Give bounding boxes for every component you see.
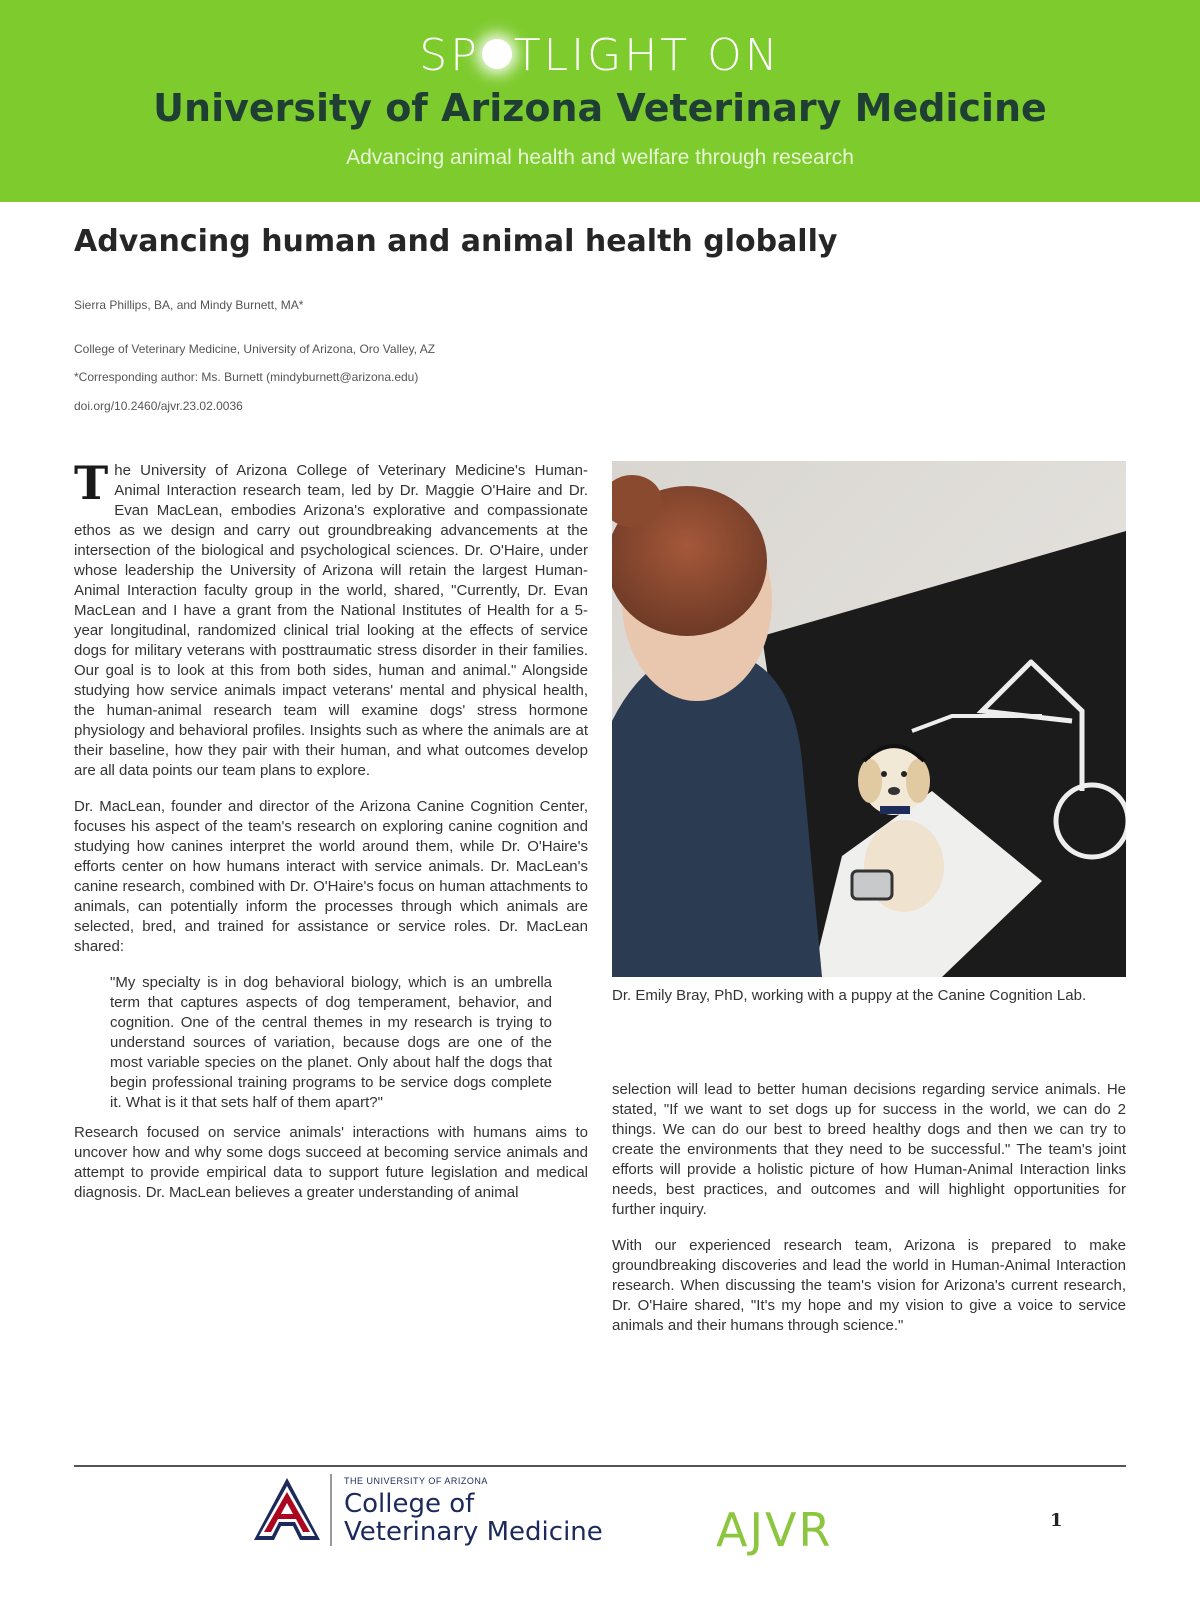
- header-banner: [0, 0, 1200, 202]
- paragraph-3: Research focused on service animals' interactions with humans aims to uncover how and why some dogs succeed at becoming service animals and attempt to provide empirical data to support future legislation and medical diagnosis. Dr. MacLean believes a greater understanding of animal: [74, 1124, 588, 1201]
- paragraph-1-text: he University of Arizona College of Veterinary Medicine's Human-Animal Interaction research team, led by Dr. Maggie O'Haire and Dr. Evan MacLean, embodies Arizona's explorative and compassionate ethos as we design and carry out groundbreaking advancements at the intersection of the biological and psychological sciences. Dr. O'Haire, under whose leadership the University of Arizona will retain the largest Human-Animal Interaction faculty group in the world, shared, "Currently, Dr. Evan MacLean and I have a grant from the National Institutes of Health for a 5-year longitudinal, randomized clinical trial looking at the effects of service dogs for military veterans with posttraumatic stress disorder in their families. Our goal is to look at this from both sides, human and animal." Alongside studying how service animals impact veterans' mental and physical health, the human-animal research team will examine dogs' stress hormone physiology and behavioral profiles. Insights such as where the animals are at their baseline, how they pair with their human, and what outcomes develop are all data points our team plans to explore.: [74, 462, 588, 779]
- affiliation: College of Veterinary Medicine, University of Arizona, Oro Valley, AZ: [74, 342, 436, 356]
- lab-photo: [612, 461, 1126, 977]
- ajvr-logo: AJVR: [716, 1503, 833, 1557]
- arizona-logo-icon: [252, 1476, 322, 1547]
- block-quote: "My specialty is in dog behavioral biology, which is an umbrella term that captures aspects of dog temperament, behavior, and cognition. One of the central themes in my research is trying to understand sources of variation, because dogs are one of the most variable species on the planet. Only about half the dogs that begin professional training programs to be service dogs complete it. What is it that sets half of them apart?": [110, 974, 552, 1111]
- paragraph-1: [74, 456, 588, 781]
- spotlight-heading: [0, 30, 1200, 81]
- doi-link[interactable]: doi.org/10.2460/ajvr.23.02.0036: [74, 399, 243, 413]
- corresponding-author: *Corresponding author: Ms. Burnett (mindyburnett@arizona.edu): [74, 370, 419, 384]
- authors: Sierra Phillips, BA, and Mindy Burnett, MA*: [74, 298, 304, 312]
- drop-cap: T: [74, 456, 109, 510]
- tagline: Advancing animal health and welfare through research: [346, 146, 854, 169]
- footer-divider: [74, 1465, 1126, 1467]
- photo-caption: Dr. Emily Bray, PhD, working with a puppy at the Canine Cognition Lab.: [612, 987, 1087, 1004]
- right-column: [612, 1080, 1126, 1352]
- paragraph-5: With our experienced research team, Arizona is prepared to make groundbreaking discoveries and lead the world in Human-Animal Interaction research. When discussing the team's vision for Arizona's current research, Dr. O'Haire shared, "It's my hope and my vision to give a voice to service animals and their humans through science.": [612, 1237, 1126, 1334]
- paragraph-4: selection will lead to better human decisions regarding service animals. He stated, "If we want to set dogs up for success in the world, we can do 2 things. We can do our best to breed healthy dogs and then we can try to create the environments that they need to be successful." The team's joint efforts will provide a holistic picture of how Human-Animal Interaction links needs, best practices, and outcomes and will highlight opportunities for further inquiry.: [612, 1081, 1126, 1218]
- page-number: 1: [1050, 1510, 1063, 1531]
- paragraph-2: Dr. MacLean, founder and director of the Arizona Canine Cognition Center, focuses his aspect of the team's research on exploring canine cognition and studying how canines interpret the world around them, while Dr. O'Haire's efforts center on how humans interact with service animals. Dr. MacLean's canine research, combined with Dr. O'Haire's focus on human attachments to animals, can potentially inform the processes through which animals are selected, bred, and trained for assistance or service roles. Dr. MacLean shared:: [74, 798, 588, 955]
- logo-separator: [330, 1474, 332, 1546]
- spotlight-glow-icon: [482, 39, 512, 69]
- article-title: Advancing human and animal health globally: [74, 224, 838, 259]
- college-line-1: College of: [344, 1489, 475, 1519]
- spotlight-text-end: TLIGHT ON: [513, 30, 781, 81]
- college-wordmark: [344, 1490, 603, 1546]
- spotlight-text-start: SP: [419, 30, 480, 81]
- university-title: University of Arizona Veterinary Medicine: [153, 86, 1047, 130]
- college-line-2: Veterinary Medicine: [344, 1517, 603, 1547]
- university-wordmark: THE UNIVERSITY OF ARIZONA: [344, 1476, 488, 1486]
- left-column: [74, 456, 588, 1219]
